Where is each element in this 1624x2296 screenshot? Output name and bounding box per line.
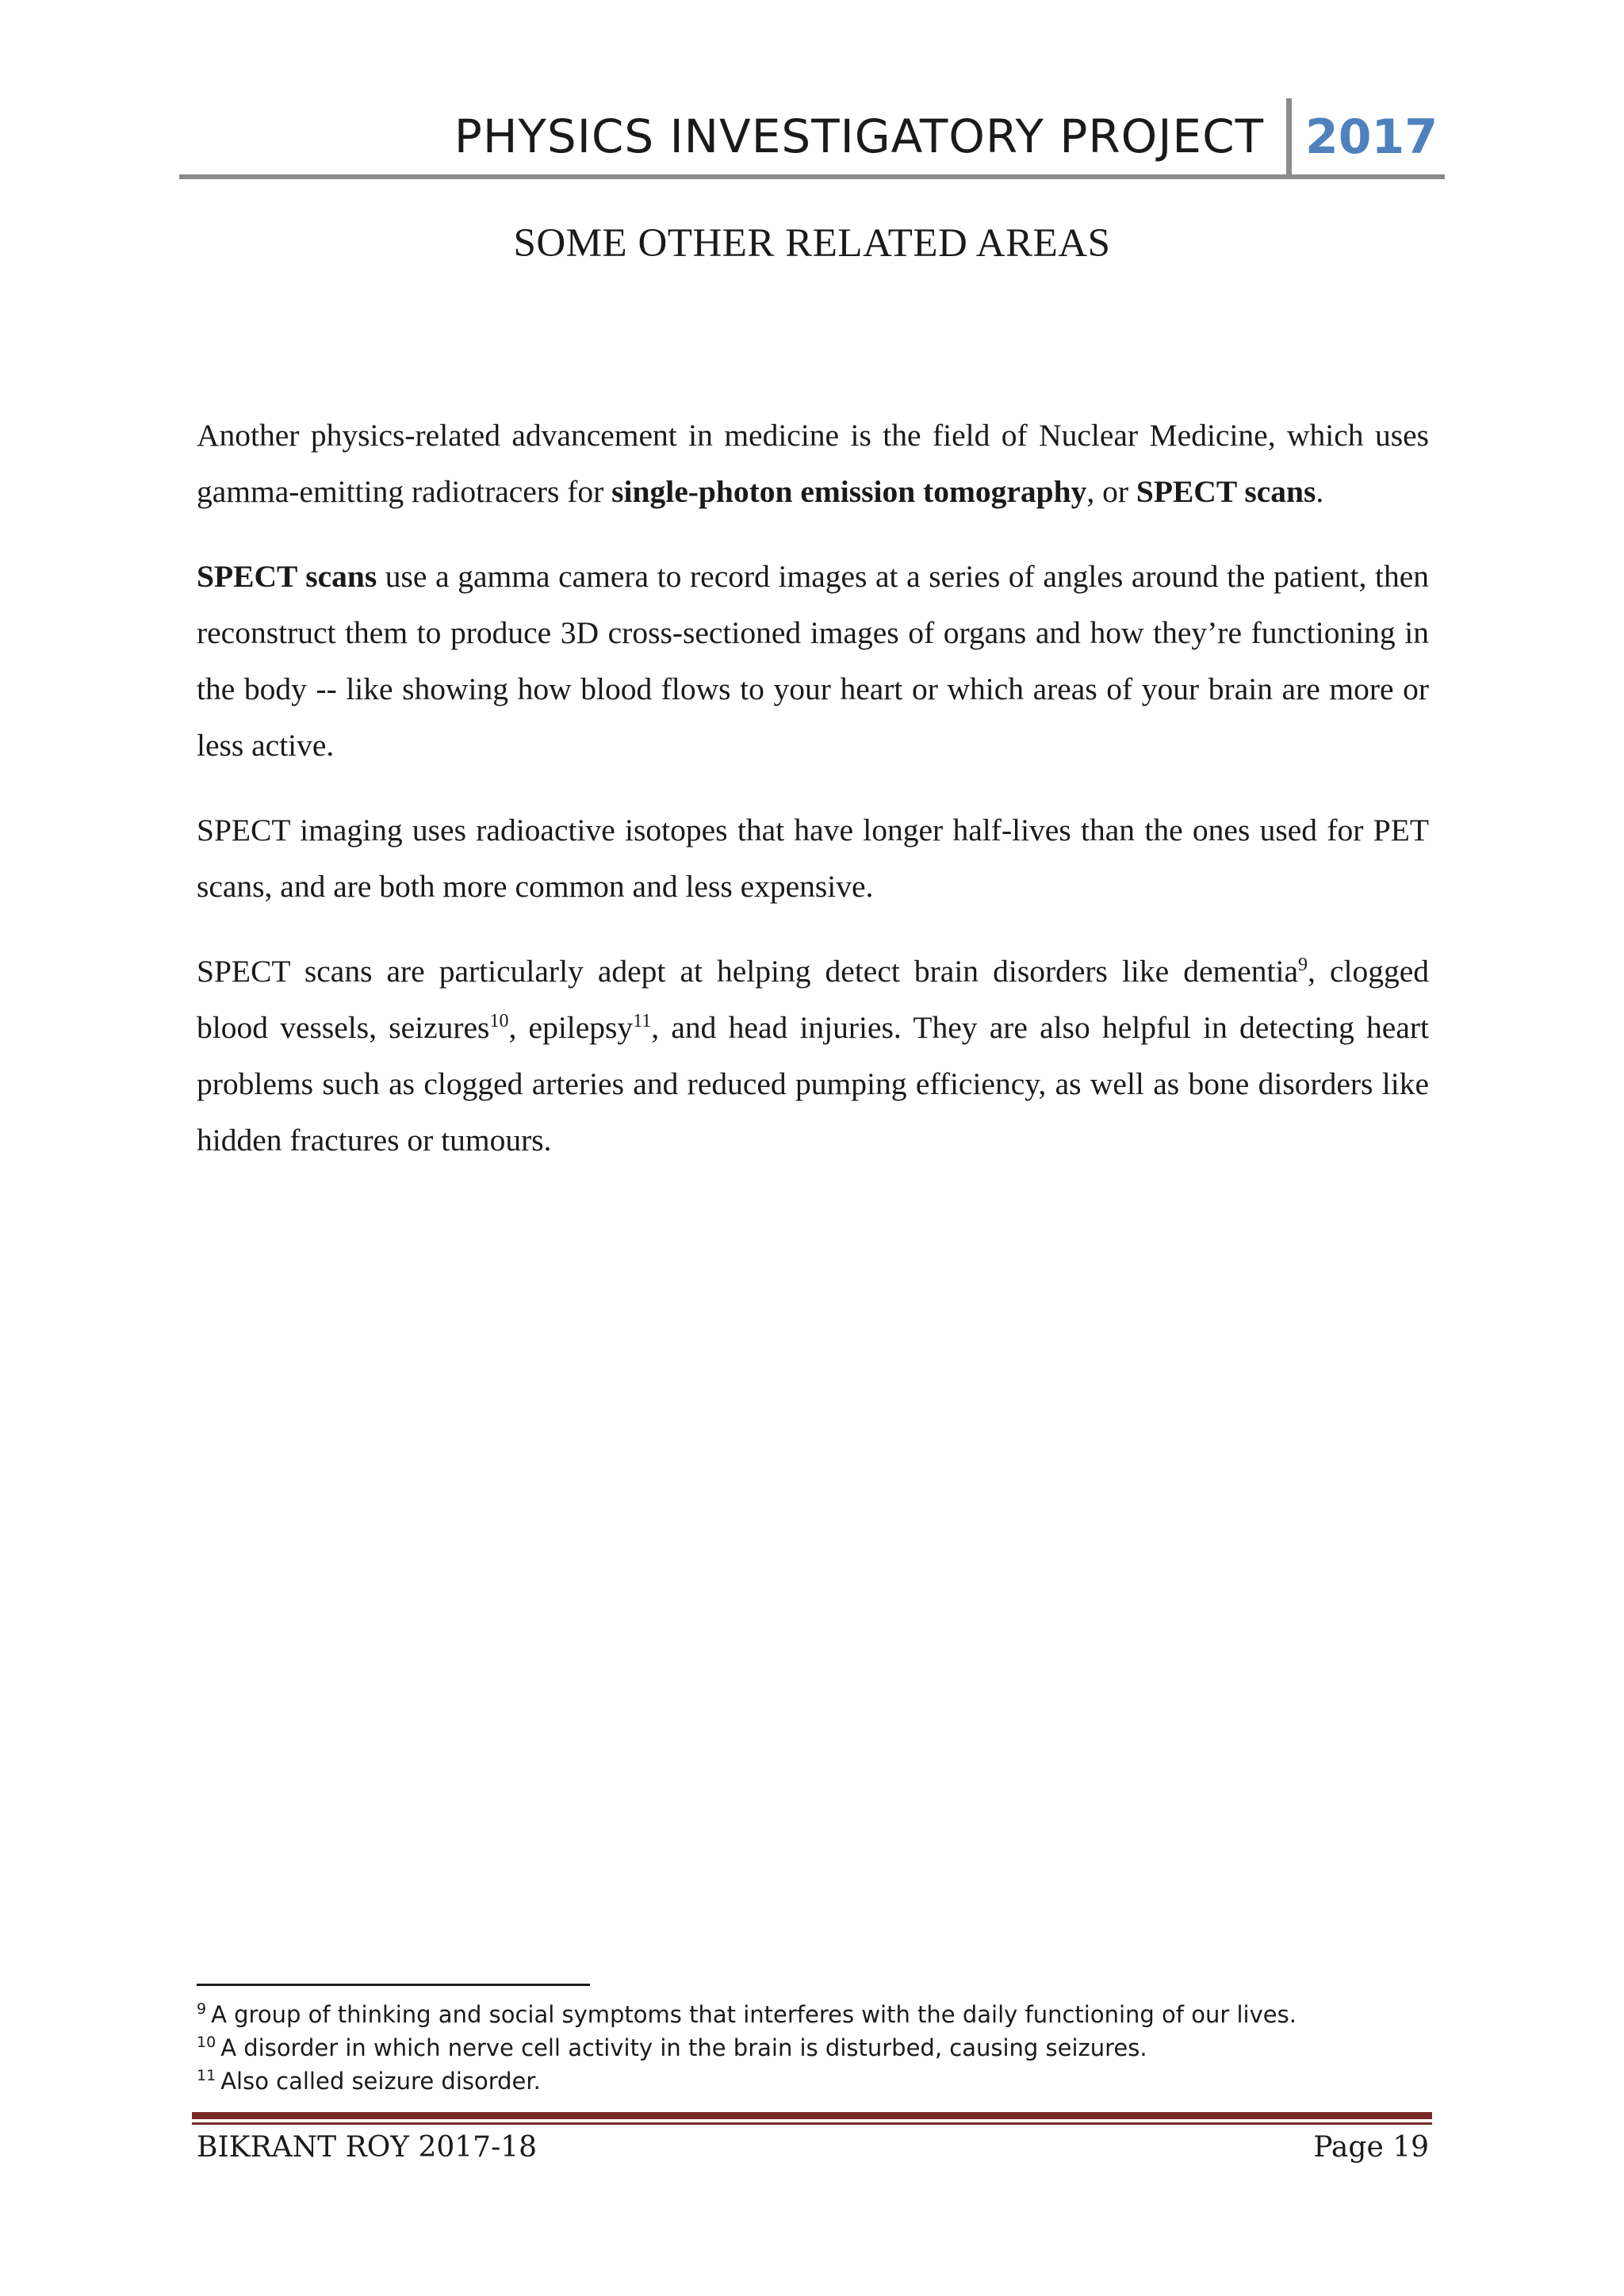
footnote-number: 10 bbox=[197, 2034, 216, 2052]
footnote-text: A disorder in which nerve cell activity in the brain is disturbed, causing seizures. bbox=[220, 2034, 1147, 2061]
section-title: SOME OTHER RELATED AREAS bbox=[513, 221, 1111, 266]
paragraph-3-text: SPECT imaging uses radioactive isotopes that have longer half-lives than the ones used for PET scans, and are both more common and less expensive. bbox=[197, 813, 1429, 904]
footnote-ref-9[interactable]: 9 bbox=[1298, 954, 1308, 975]
footnote-text: A group of thinking and social symptoms that interferes with the daily functioning of our lives. bbox=[211, 2001, 1297, 2028]
header-divider bbox=[1286, 98, 1292, 178]
paragraph-2 bbox=[197, 549, 1429, 774]
term-spect-scans-lead: SPECT scans bbox=[197, 559, 377, 594]
paragraph-4-text-b: , clogged blood vessels, seizures bbox=[197, 954, 1429, 1045]
term-spect-scans: SPECT scans bbox=[1136, 474, 1316, 509]
paragraph-1-text-a: Another physics-related advancement in medicine is the field of Nuclear Medicine, which uses gamma-emitting radiotracers for bbox=[197, 418, 1429, 509]
body-text bbox=[197, 408, 1429, 1197]
paragraph-4-text-a: SPECT scans are particularly adept at helping detect brain disorders like dementia bbox=[197, 954, 1299, 989]
footer-rule-thick bbox=[192, 2112, 1432, 2119]
paragraph-3 bbox=[197, 802, 1429, 915]
footnote-ref-11[interactable]: 11 bbox=[633, 1010, 652, 1031]
footer-page-number: Page 19 bbox=[1313, 2131, 1429, 2164]
paragraph-2-text: use a gamma camera to record images at a series of angles around the patient, then reconstruct them to produce 3D cross-sectioned images of organs and how they’re functioning in the body -- like showing how blood flows to your heart or which areas of your brain are more or less active. bbox=[197, 559, 1429, 763]
paragraph-4-text-d: , and head injuries. They are also helpful in detecting heart problems such as clogged arteries and reduced pumping efficiency, as well as bone disorders like hidden fractures or tumours. bbox=[197, 1010, 1429, 1158]
paragraph-4-text-c: , epilepsy bbox=[508, 1010, 634, 1045]
paragraph-1-text-b: , or bbox=[1086, 474, 1136, 509]
header-title: PHYSICS INVESTIGATORY PROJECT bbox=[454, 109, 1264, 163]
footnotes bbox=[197, 1998, 1434, 2098]
paragraph-1 bbox=[197, 408, 1429, 520]
header-rule bbox=[179, 174, 1445, 179]
footnote-separator bbox=[197, 1984, 590, 1986]
paragraph-4 bbox=[197, 943, 1429, 1169]
footnote-10 bbox=[197, 2031, 1434, 2064]
footnote-text: Also called seizure disorder. bbox=[220, 2068, 541, 2095]
page-header bbox=[179, 94, 1445, 181]
term-single-photon-emission-tomography: single-photon emission tomography bbox=[611, 474, 1087, 509]
footnote-number: 11 bbox=[197, 2067, 216, 2085]
footnote-ref-10[interactable]: 10 bbox=[489, 1010, 509, 1031]
footnote-9 bbox=[197, 1998, 1434, 2031]
header-year: 2017 bbox=[1305, 109, 1438, 165]
footnote-11 bbox=[197, 2064, 1434, 2098]
footer-author: BIKRANT ROY 2017-18 bbox=[197, 2131, 538, 2164]
footer-rule-thin bbox=[192, 2122, 1432, 2125]
paragraph-1-text-c: . bbox=[1316, 474, 1324, 509]
footnote-number: 9 bbox=[197, 2000, 207, 2019]
